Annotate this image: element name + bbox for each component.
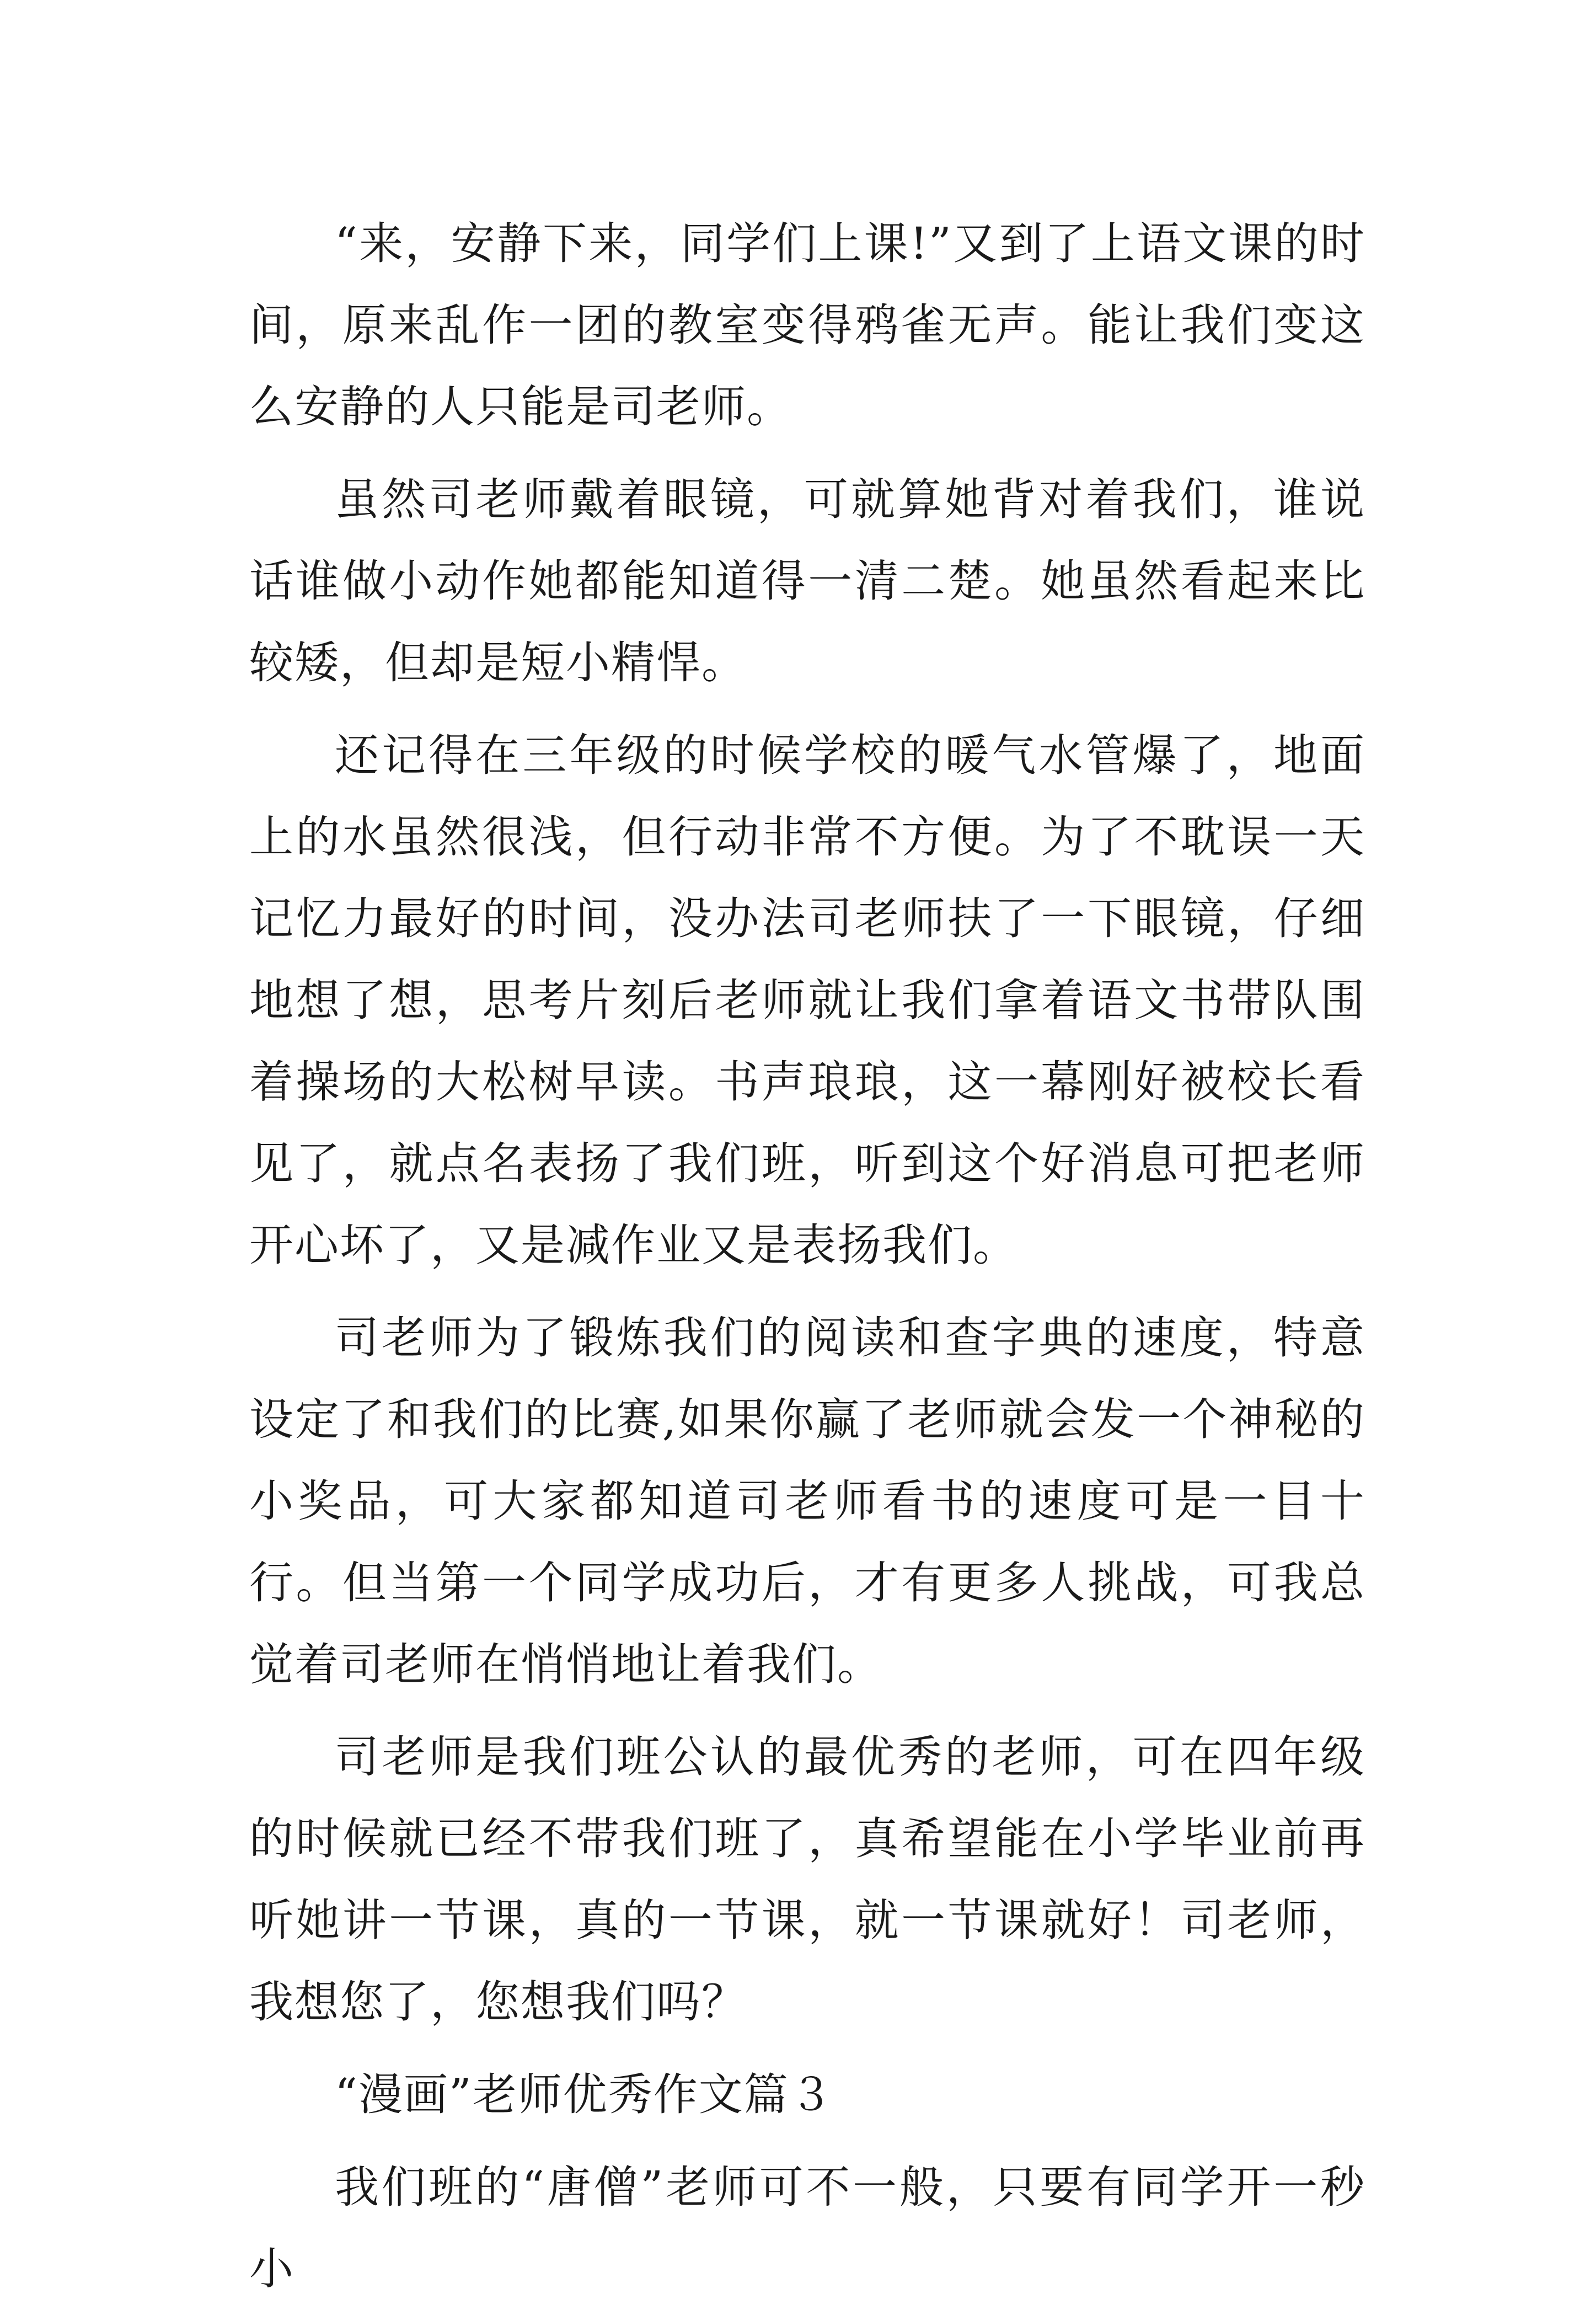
essay-body — [249, 203, 1365, 2321]
paragraph-5: 司老师是我们班公认的最优秀的老师，可在四年级的时候就已经不带我们班了，真希望能在小学毕业前再听她讲一节课，真的一节课，就一节课就好！司老师，我想您了，您想我们吗？ — [249, 1731, 1365, 2028]
paragraph-4: 司老师为了锻炼我们的阅读和查字典的速度，特意设定了和我们的比赛,如果你赢了老师就会发一个神秘的小奖品，可大家都知道司老师看书的速度可是一目十行。但当第一个同学成功后，才有更多人挑战，可我总觉着司老师在悄悄地让着我们。 — [249, 1312, 1365, 1690]
paragraph-3: 还记得在三年级的时候学校的暖气水管爆了，地面上的水虽然很浅，但行动非常不方便。为了不耽误一天记忆力最好的时间，没办法司老师扶了一下眼镜，仔细地想了想，思考片刻后老师就让我们拿着语文书带队围着操场的大松树早读。书声琅琅，这一幕刚好被校长看见了，就点名表扬了我们班，听到这个好消息可把老师开心坏了，又是减作业又是表扬我们。 — [249, 730, 1365, 1271]
essay-heading: “漫画”老师优秀作文篇３ — [335, 2069, 834, 2120]
paragraph-2: 虽然司老师戴着眼镜，可就算她背对着我们，谁说话谁做小动作她都能知道得一清二楚。她虽然看起来比较矮，但却是短小精悍。 — [249, 474, 1365, 688]
paragraph-6: 我们班的“唐僧”老师可不一般，只要有同学开一秒小 — [249, 2162, 1365, 2295]
paragraph-1: “来，安静下来，同学们上课!”又到了上语文课的时间，原来乱作一团的教室变得鸦雀无声。能让我们变这么安静的人只能是司老师。 — [249, 218, 1365, 432]
